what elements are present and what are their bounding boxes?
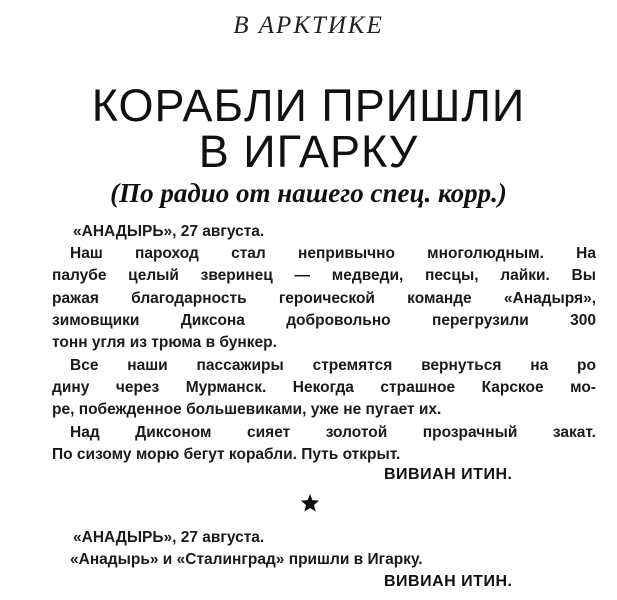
word: пароход	[134, 245, 199, 262]
word: героической	[278, 290, 375, 307]
dispatch-2-text: «Анадырь» и «Сталинград» пришли в Игарку.	[70, 551, 423, 568]
dispatch-1-line-6	[70, 356, 596, 376]
dispatch-1-line-9	[70, 423, 596, 443]
word: Некогда	[292, 379, 354, 396]
dispatch-2-signature: ВИВИАН ИТИН.	[384, 573, 513, 590]
headline-line-2: В ИГАРКУ	[198, 126, 419, 177]
word: сияет	[247, 424, 291, 441]
word: Диксона	[180, 312, 245, 329]
word: многолюдным.	[427, 245, 544, 262]
word: Карское	[481, 379, 544, 396]
word: целый	[128, 267, 179, 284]
word: Диксоном	[135, 424, 212, 441]
word: страшное	[380, 379, 456, 396]
word: добровольно	[286, 312, 391, 329]
word: прозрачный	[422, 424, 518, 441]
star-separator-icon	[300, 493, 320, 513]
word: палубе	[52, 267, 107, 284]
word: через	[115, 379, 160, 396]
dispatch-1-line-2	[52, 266, 596, 286]
word: стал	[231, 245, 266, 262]
word: На	[576, 245, 596, 262]
dispatch-1-line-7	[52, 378, 596, 398]
word: зимовщики	[52, 312, 140, 329]
word: —	[294, 267, 311, 284]
dispatch-1-signature: ВИВИАН ИТИН.	[384, 466, 513, 483]
word: Над	[70, 424, 100, 441]
word: Все	[70, 357, 99, 374]
word: пассажиры	[196, 357, 284, 374]
word: лайки.	[500, 267, 550, 284]
word: ро	[577, 357, 596, 374]
word: перегрузили	[431, 312, 529, 329]
word: «Анадыря»,	[503, 290, 596, 307]
word: песцы,	[425, 267, 479, 284]
dispatch-1-line-4	[52, 311, 596, 331]
dispatch-1-line-8: ре, побежденное большевиками, уже не пугает их.	[52, 401, 442, 418]
dispatch-2-dateline: «АНАДЫРЬ», 27 августа.	[73, 529, 265, 546]
dispatch-1-dateline: «АНАДЫРЬ», 27 августа.	[73, 223, 265, 240]
dispatch-1-line-3	[52, 289, 596, 309]
word: благодарность	[131, 290, 247, 307]
word: Вы	[571, 267, 596, 284]
word: зверинец	[200, 267, 273, 284]
word: Наш	[70, 245, 103, 262]
word: команде	[407, 290, 472, 307]
dispatch-1-line-5: тонн угля из трюма в бункер.	[52, 334, 277, 351]
word: дину	[52, 379, 90, 396]
word: на	[530, 357, 549, 374]
word: мо-	[570, 379, 596, 396]
word: медведи,	[331, 267, 404, 284]
headline-line-1: КОРАБЛИ ПРИШЛИ	[91, 80, 526, 131]
word: закат.	[552, 424, 596, 441]
word: вернуться	[421, 357, 502, 374]
section-rubric: В АРКТИКЕ	[233, 12, 384, 39]
word: стремятся	[312, 357, 393, 374]
word: 300	[570, 312, 596, 329]
word: ражая	[52, 290, 99, 307]
word: наши	[127, 357, 168, 374]
word: Мурманск.	[185, 379, 267, 396]
byline: (По радио от нашего спец. корр.)	[110, 178, 507, 208]
word: непривычно	[298, 245, 395, 262]
dispatch-1-line-10: По сизому морю бегут корабли. Путь открыт.	[52, 446, 401, 463]
dispatch-1-line-1	[70, 244, 596, 264]
word: золотой	[325, 424, 388, 441]
